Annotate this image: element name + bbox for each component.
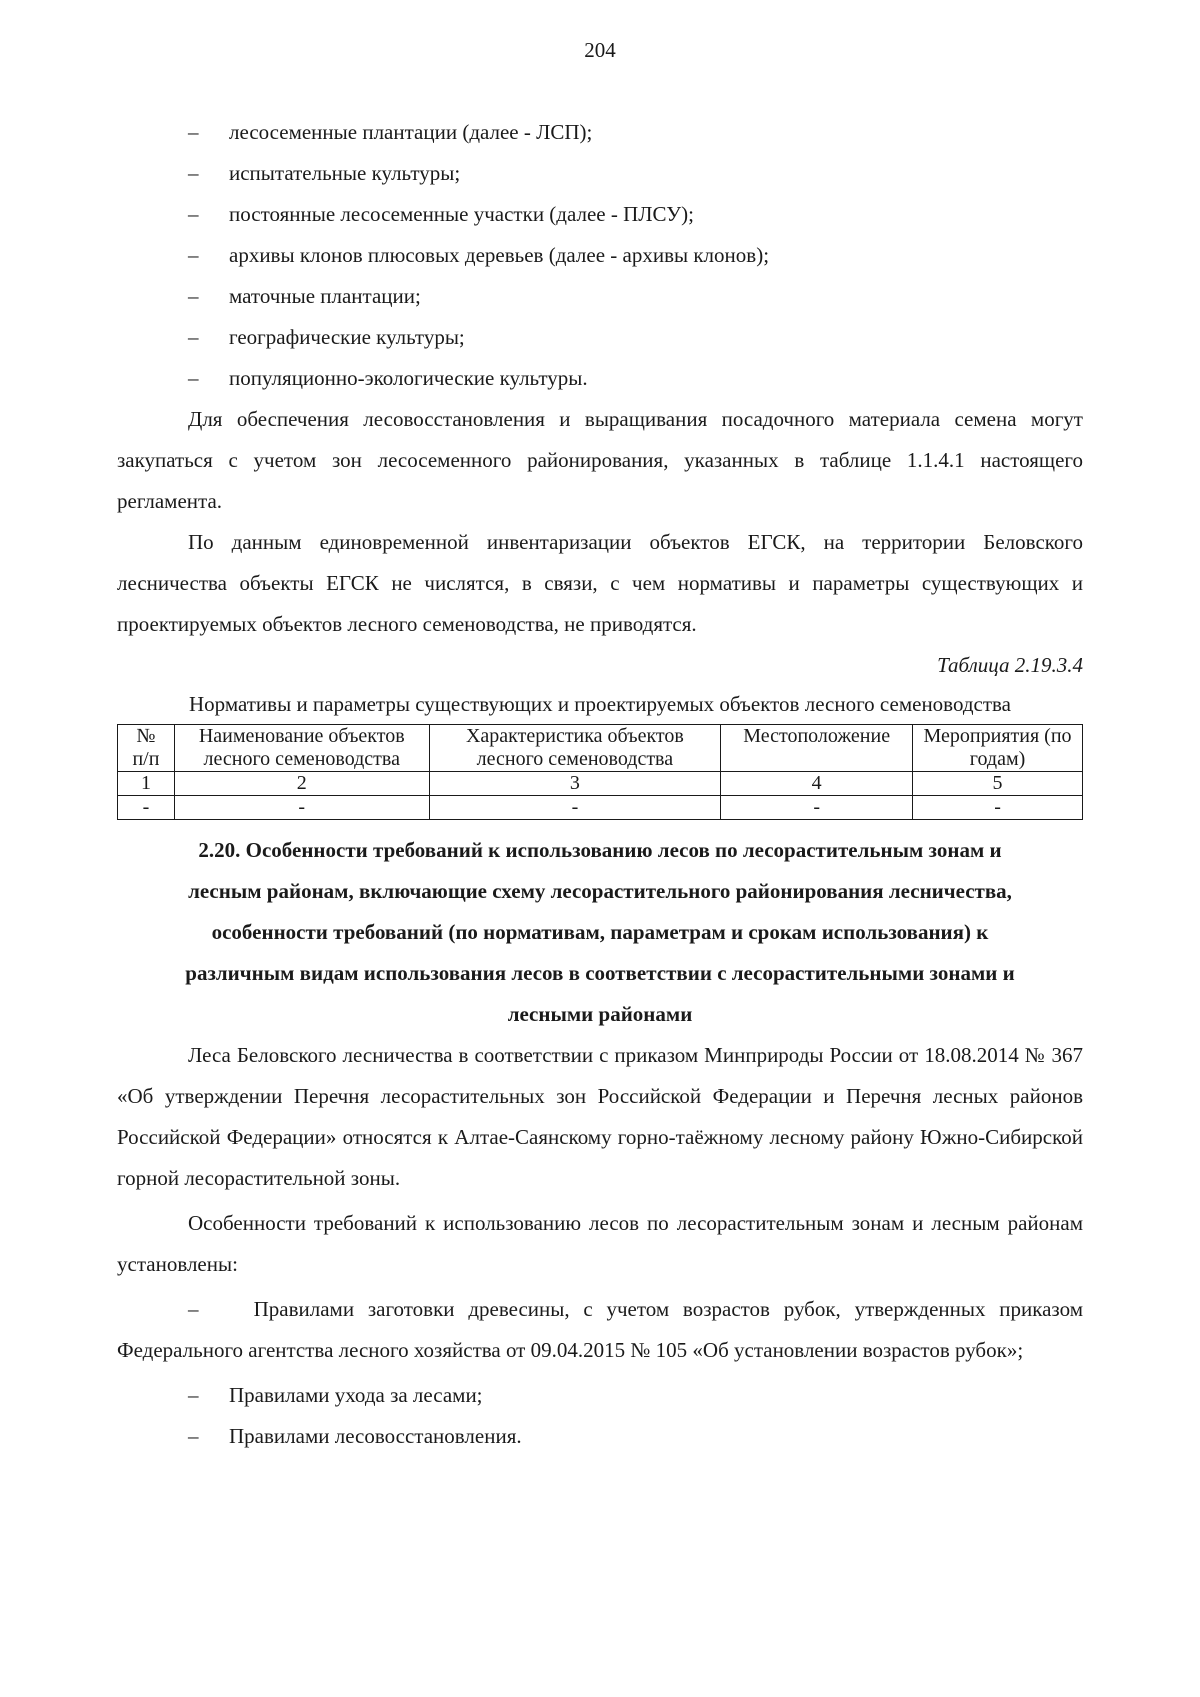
list-item: – Правилами лесовосстановления. (188, 1424, 522, 1448)
list-item: – Правилами ухода за лесами; (188, 1383, 483, 1407)
dash: – (188, 366, 199, 390)
header-cell-characteristics: Характеристика объектов лесного семеноводства (429, 725, 721, 772)
page-content (117, 112, 1083, 1457)
dash: – (188, 120, 199, 144)
table-label: Таблица 2.19.3.4 (937, 653, 1083, 677)
dash: – (188, 325, 199, 349)
seed-objects-list (117, 112, 1083, 399)
list-item: – испытательные культуры; (117, 153, 1083, 194)
list-item: – маточные плантации; (117, 276, 1083, 317)
table-header-row (118, 725, 1083, 772)
paragraph-requirements: Особенности требований к использованию лесов по лесорастительным зонам и лесным районам установлены: (117, 1211, 1083, 1276)
header-cell-location: Местоположение (721, 725, 913, 772)
paragraph-forest-zone: Леса Беловского лесничества в соответствии с приказом Минприроды России от 18.08.2014 № 367 «Об утверждении Перечня лесорастительных зон Российской Федерации и Перечня лесных районов Российской Федерации» относятся к Алтае-Саянскому горно-таёжному лесному району Южно-Сибирской горной лесорастительной зоны. (117, 1043, 1083, 1190)
table-title: Нормативы и параметры существующих и проектируемых объектов лесного семеноводства (188, 692, 1011, 716)
seed-objects-table (117, 724, 1083, 820)
rules-list (117, 1289, 1083, 1457)
list-item: – популяционно-экологические культуры. (117, 358, 1083, 399)
dash: – (188, 161, 199, 185)
list-item: – архивы клонов плюсовых деревьев (далее - архивы клонов); (117, 235, 1083, 276)
table-number-row: 1 2 3 4 5 (118, 772, 1083, 796)
section-heading: 2.20. Особенности требований к использованию лесов по лесорастительным зонам и лесным районам, включающие схему лесорастительного районирования лесничества, особенности требований (по нормативам, параметрам и срокам использования) к различным видам использования лесов в соответствии с лесорастительными зонами и лесными районами (185, 838, 1015, 1026)
dash: – (188, 243, 199, 267)
header-cell-number: № п/п (118, 725, 175, 772)
header-cell-name: Наименование объектов лесного семеноводства (174, 725, 429, 772)
page-number: 204 (584, 38, 616, 62)
list-item: – Правилами заготовки древесины, с учетом возрастов рубок, утвержденных приказом Федерального агентства лесного хозяйства от 09.04.2015 № 105 «Об установлении возрастов рубок»; (117, 1297, 1083, 1362)
paragraph-seed-purchase: Для обеспечения лесовосстановления и выращивания посадочного материала семена могут закупаться с учетом зон лесосеменного районирования, указанных в таблице 1.1.4.1 настоящего регламента. (117, 407, 1083, 513)
dash: – (188, 284, 199, 308)
list-item: – географические культуры; (117, 317, 1083, 358)
table-row: - - - - - (118, 796, 1083, 820)
list-item: – постоянные лесосеменные участки (далее - ПЛСУ); (117, 194, 1083, 235)
dash: – (188, 202, 199, 226)
paragraph-egsk-inventory: По данным единовременной инвентаризации объектов ЕГСК, на территории Беловского лесничества объекты ЕГСК не числятся, в связи, с чем нормативы и параметры существующих и проектируемых объектов лесного семеноводства, не приводятся. (117, 530, 1083, 636)
list-item: – лесосеменные плантации (далее - ЛСП); (117, 112, 1083, 153)
header-cell-measures: Мероприятия (по годам) (913, 725, 1083, 772)
